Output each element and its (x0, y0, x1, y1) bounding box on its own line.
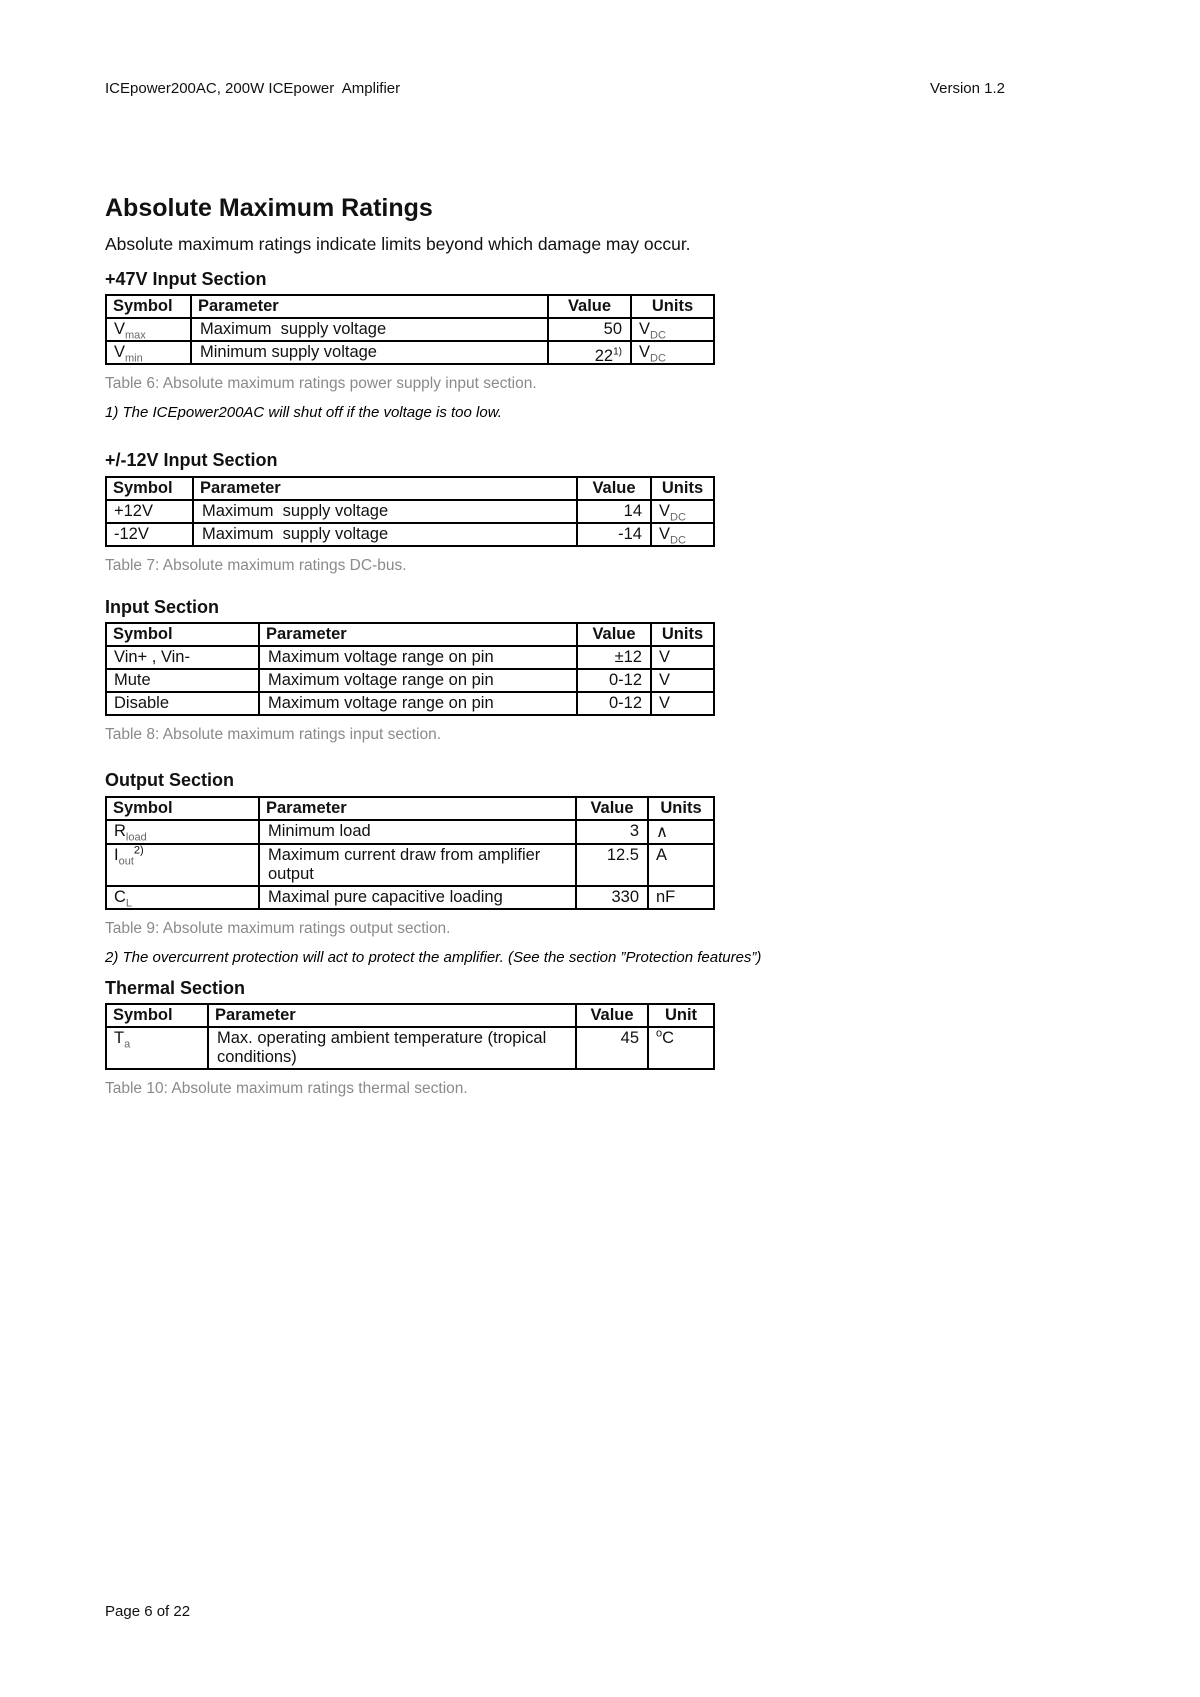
units-cell: V (651, 692, 714, 715)
ohm-glyph: ∧ (656, 822, 669, 841)
column-header-value: Value (576, 1004, 648, 1027)
parameter-cell: Maximum voltage range on pin (259, 669, 577, 692)
intro-paragraph: Absolute maximum ratings indicate limits beyond which damage may occur. (105, 233, 691, 254)
symbol-cell: $V_{min}$ (106, 341, 191, 364)
table-caption: Table 8: Absolute maximum ratings input section. (105, 726, 442, 744)
table-row (106, 886, 714, 909)
units-cell: $V_{DC}$ (651, 523, 714, 546)
table-header-row (106, 477, 714, 500)
value-cell: 50 (548, 318, 631, 341)
symbol-cell: +12V (106, 500, 193, 523)
parameter-cell: Maximum current draw from amplifier output (259, 844, 576, 886)
symbol-cell: Vin+ , Vin- (106, 646, 259, 669)
parameter-cell: Maximum supply voltage (191, 318, 548, 341)
column-header-symbol: Symbol (106, 1004, 208, 1027)
table-caption: Table 9: Absolute maximum ratings output section. (105, 919, 451, 937)
units-cell (648, 820, 714, 844)
page-number: Page 6 of 22 (105, 1603, 191, 1620)
table-row (106, 692, 714, 715)
section-heading: +47V Input Section (105, 268, 267, 289)
units-cell: A (648, 844, 714, 886)
footnote: 2) The overcurrent protection will act to protect the amplifier. (See the section ”Protection features”) (105, 948, 762, 966)
table-header-row (106, 797, 714, 820)
value-cell: 330 (576, 886, 648, 909)
column-header-value: Value (577, 623, 651, 646)
column-header-parameter: Parameter (191, 295, 548, 318)
value-cell: 14 (577, 500, 651, 523)
ratings-table-input (105, 622, 715, 716)
column-header-symbol: Symbol (106, 797, 259, 820)
units-cell: V (651, 669, 714, 692)
value-cell: 0-12 (577, 692, 651, 715)
symbol-cell: $V_{max}$ (106, 318, 191, 341)
table-row (106, 341, 714, 364)
units-cell: $^o$C (648, 1027, 714, 1069)
column-header-units: Units (648, 797, 714, 820)
version-label: Version 1.2 (929, 80, 1005, 97)
page-content (105, 195, 805, 1098)
section-heading: Thermal Section (105, 977, 246, 998)
column-header-symbol: Symbol (106, 477, 193, 500)
symbol-cell: $I_{out}^{2)}$ (106, 844, 259, 886)
column-header-symbol: Symbol (106, 295, 191, 318)
section-12v-input (105, 450, 805, 575)
parameter-cell: Minimum load (259, 820, 576, 844)
ratings-table-thermal (105, 1003, 715, 1070)
column-header-units: Units (651, 477, 714, 500)
value-cell: 0-12 (577, 669, 651, 692)
section-thermal (105, 978, 805, 1099)
column-header-unit: Unit (648, 1004, 714, 1027)
column-header-parameter: Parameter (208, 1004, 576, 1027)
table-header-row (106, 1004, 714, 1027)
degree-mark: o (656, 1027, 663, 1040)
symbol-cell: $R_{load}$ (106, 820, 259, 844)
ratings-table-47v (105, 294, 715, 365)
table-row (106, 669, 714, 692)
section-heading: Input Section (105, 596, 219, 617)
document-title-header: ICEpower200AC, 200W ICEpower Amplifier (105, 80, 401, 97)
symbol-cell: Mute (106, 669, 259, 692)
value-cell: 22$^{1)}$ (548, 341, 631, 364)
column-header-value: Value (576, 797, 648, 820)
section-heading: +/-12V Input Section (105, 450, 278, 471)
table-caption: Table 10: Absolute maximum ratings thermal section. (105, 1080, 468, 1098)
section-output (105, 770, 805, 966)
parameter-cell: Minimum supply voltage (191, 341, 548, 364)
symbol-cell: $C_L$ (106, 886, 259, 909)
column-header-symbol: Symbol (106, 623, 259, 646)
units-cell: $V_{DC}$ (631, 341, 714, 364)
column-header-value: Value (577, 477, 651, 500)
value-cell: ±12 (577, 646, 651, 669)
table-header-row (106, 295, 714, 318)
table-caption: Table 7: Absolute maximum ratings DC-bus. (105, 556, 407, 574)
value-cell: 45 (576, 1027, 648, 1069)
table-header-row (106, 623, 714, 646)
value-cell: 3 (576, 820, 648, 844)
units-cell: $V_{DC}$ (651, 500, 714, 523)
column-header-parameter: Parameter (259, 623, 577, 646)
parameter-cell: Maximum supply voltage (193, 523, 577, 546)
parameter-cell: Maximal pure capacitive loading (259, 886, 576, 909)
symbol-cell: -12V (106, 523, 193, 546)
units-cell: V (651, 646, 714, 669)
value-cell: 12.5 (576, 844, 648, 886)
column-header-parameter: Parameter (259, 797, 576, 820)
symbol-cell: Disable (106, 692, 259, 715)
column-header-value: Value (548, 295, 631, 318)
units-cell: nF (648, 886, 714, 909)
column-header-units: Units (651, 623, 714, 646)
column-header-units: Units (631, 295, 714, 318)
symbol-cell: $T_a$ (106, 1027, 208, 1069)
table-row (106, 500, 714, 523)
table-row (106, 844, 714, 886)
section-47v-input (105, 269, 805, 422)
table-row (106, 820, 714, 844)
footnote: 1) The ICEpower200AC will shut off if the voltage is too low. (105, 404, 502, 422)
units-cell: $V_{DC}$ (631, 318, 714, 341)
section-heading: Output Section (105, 770, 234, 791)
table-row (106, 318, 714, 341)
column-header-parameter: Parameter (193, 477, 577, 500)
value-cell: -14 (577, 523, 651, 546)
page-header (105, 80, 1005, 97)
table-caption: Table 6: Absolute maximum ratings power supply input section. (105, 375, 537, 393)
parameter-cell: Max. operating ambient temperature (tropical conditions) (208, 1027, 576, 1069)
parameter-cell: Maximum supply voltage (193, 500, 577, 523)
parameter-cell: Maximum voltage range on pin (259, 646, 577, 669)
section-input (105, 597, 805, 745)
table-row (106, 646, 714, 669)
ratings-table-output (105, 796, 715, 910)
page-title: Absolute Maximum Ratings (105, 194, 433, 222)
table-row (106, 523, 714, 546)
parameter-cell: Maximum voltage range on pin (259, 692, 577, 715)
table-row (106, 1027, 714, 1069)
ratings-table-12v (105, 476, 715, 547)
